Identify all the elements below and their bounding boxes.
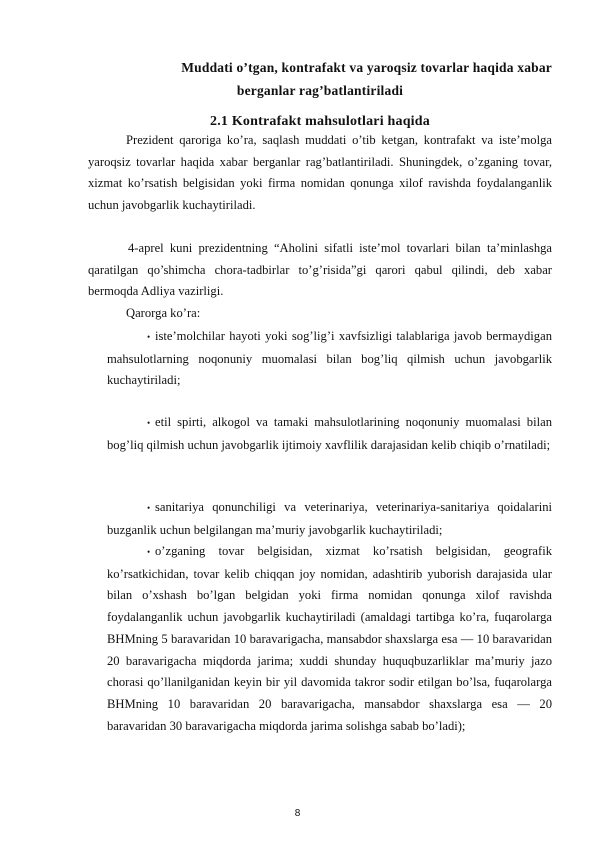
bullet-item-1 xyxy=(107,326,552,392)
paragraph-1: Prezident qaroriga ko’ra, saqlash muddati o’tib ketgan, kontrafakt va iste’molga yaroqsiz tovarlar haqida xabar berganlar rag’batlantiriladi. Shuningdek, o’zganing tovar, xizmat ko’rsatish belgisidan yoki firma nomidan qonunga xilof ravishda foydalanganlik uchun javobgarlik kuchaytiriladi. xyxy=(88,133,552,213)
bullet-text: iste’molchilar hayoti yoki sog’lig’i xavfsizligi talablariga javob bermaydigan mahsulotlarning noqonuniy muomalasi bilan bog’liq qilmish uchun javobgarlik kuchaytiriladi; xyxy=(107,329,552,388)
page-number: 8 xyxy=(294,808,301,819)
paragraph-2: 4-aprel kuni prezidentning “Aholini sifatli iste’mol tovarlari bilan ta’minlashga qaratilgan qo’shimcha chora-tadbirlar to’g’risida”gi qarori qabul qilindi, deb xabar bermoqda Adliya vazirligi. xyxy=(88,241,552,299)
bullet-item-4 xyxy=(107,541,552,737)
bullet-icon: • xyxy=(147,332,151,342)
bullet-text: o’zganing tovar belgisidan, xizmat ko’rsatish belgisidan, geografik ko’rsatkichidan, tovar kelib chiqqan joy nomidan, adashtirib yuborish darajasida ular bilan o’xshash bo’lgan belgidan yoki firma nomidan qonunga xilof ravishda foydalanganlik uchun javobgarlik kuchaytiriladi (amaldagi tartibga ko’ra, fuqarolarga BHMning 5 baravaridan 10 baravarigacha, mansabdor shaxslarga esa — 10 baravaridan 20 baravarigacha miqdorda jarima; xuddi shunday huquqbuzarliklar ma’muriy jazo chorasi qo’llanilganidan keyin bir yil davomida takror sodir etilgan bo’lsa, fuqarolarga BHMning 10 baravaridan 20 baravarigacha, mansabdor shaxslarga esa — 20 baravaridan 30 baravarigacha miqdorda jarima solishga sabab bo’ladi); xyxy=(107,544,552,733)
bullet-icon: • xyxy=(147,418,151,428)
bullet-text: sanitariya qonunchiligi va veterinariya, veterinariya-sanitariya qoidalarini buzganlik uchun belgilangan ma’muriy javobgarlik kuchaytiriladi; xyxy=(107,500,552,537)
bullet-icon: • xyxy=(147,547,151,557)
bullet-item-2 xyxy=(107,412,552,456)
bullet-text: etil spirti, alkogol va tamaki mahsulotlarining noqonuniy muomalasi bilan bog’liq qilmish uchun javobgarlik ijtimoiy xavflilik darajasidan kelib chiqib o’rnatiladi; xyxy=(107,415,552,452)
paragraph-3: Qarorga ko’ra: xyxy=(126,306,201,320)
heading-line-2: berganlar rag’batlantiriladi xyxy=(236,83,404,98)
bullet-item-3 xyxy=(107,497,552,541)
heading-line-1: Muddati o’tgan, kontrafakt va yaroqsiz tovarlar haqida xabar xyxy=(181,60,552,75)
section-heading: 2.1 Kontrafakt mahsulotlari haqida xyxy=(210,114,430,129)
bullet-icon: • xyxy=(147,503,151,513)
